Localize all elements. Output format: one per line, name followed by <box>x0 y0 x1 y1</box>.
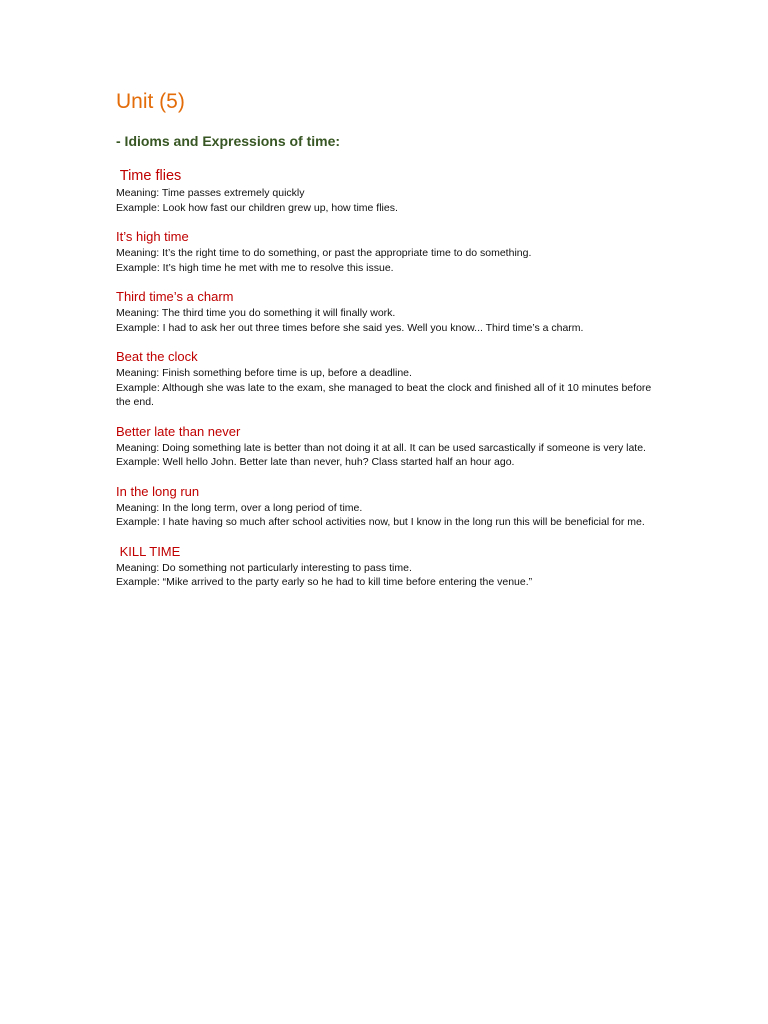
idiom-entry <box>116 544 656 590</box>
section-heading: - Idioms and Expressions of time: <box>116 133 341 149</box>
idiom-meaning: Meaning: Finish something before time is up, before a deadline. <box>116 367 412 379</box>
idiom-entry <box>116 167 656 215</box>
idiom-example: Example: I had to ask her out three times before she said yes. Well you know... Third time’s a charm. <box>116 321 584 334</box>
idiom-title: Better late than never <box>116 423 241 439</box>
idiom-title: It’s high time <box>116 229 189 244</box>
idiom-example: Example: I hate having so much after school activities now, but I know in the long run this will be beneficial for me. <box>116 516 645 528</box>
idiom-entry <box>116 484 656 530</box>
idiom-entry <box>116 424 656 470</box>
unit-title: Unit (5) <box>116 90 185 113</box>
idiom-title: In the long run <box>116 483 200 499</box>
idiom-entry <box>116 229 656 275</box>
idiom-example: Example: It’s high time he met with me to resolve this issue. <box>116 261 394 274</box>
idiom-entry <box>116 289 656 335</box>
idiom-title: Beat the clock <box>116 349 198 364</box>
idiom-meaning: Meaning: Doing something late is better than not doing it at all. It can be used sarcastically if someone is very late. <box>116 441 646 454</box>
idiom-example: Example: “Mike arrived to the party early so he had to kill time before entering the venue.” <box>116 576 533 588</box>
document-content <box>116 89 656 604</box>
idiom-example: Example: Although she was late to the exam, she managed to beat the clock and finished all of it 10 minutes before the end. <box>116 381 652 408</box>
idiom-meaning: Meaning: In the long term, over a long period of time. <box>116 501 363 514</box>
idiom-meaning: Meaning: Do something not particularly interesting to pass time. <box>116 561 412 574</box>
idiom-entry <box>116 349 656 410</box>
idiom-list <box>116 167 656 590</box>
idiom-title: Time flies <box>116 168 182 184</box>
idiom-example: Example: Look how fast our children grew up, how time flies. <box>116 201 398 214</box>
idiom-meaning: Meaning: Time passes extremely quickly <box>116 187 305 199</box>
idiom-meaning: Meaning: The third time you do something it will finally work. <box>116 307 396 319</box>
idiom-title: KILL TIME <box>116 543 181 559</box>
idiom-title: Third time’s a charm <box>116 289 234 304</box>
idiom-example: Example: Well hello John. Better late than never, huh? Class started half an hour ago. <box>116 456 515 468</box>
idiom-meaning: Meaning: It’s the right time to do something, or past the appropriate time to do something. <box>116 247 532 259</box>
